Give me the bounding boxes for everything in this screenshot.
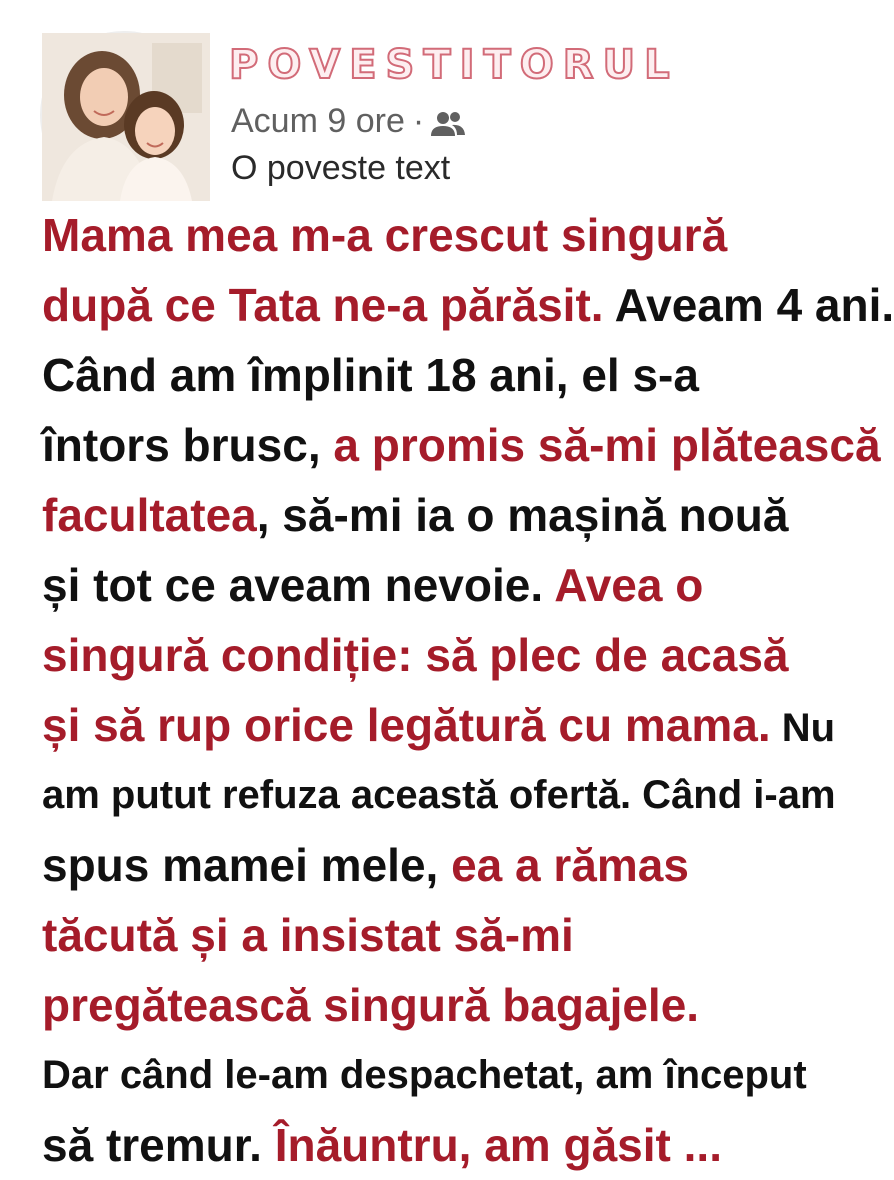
plain-text: , să-mi ia o mașină nouă <box>256 489 789 541</box>
plain-text: am putut refuza această ofertă. Când i-am <box>42 773 836 817</box>
profile-avatar[interactable] <box>40 31 208 199</box>
story-line <box>42 550 857 620</box>
plain-text: Dar când le-am despachetat, am început <box>42 1053 807 1097</box>
post-time[interactable]: Acum 9 ore <box>231 102 405 140</box>
plain-text: Nu <box>770 706 836 750</box>
plain-text: și tot ce aveam nevoie. <box>42 559 555 611</box>
story-line <box>42 900 857 970</box>
highlighted-text: după ce Tata ne-a părăsit. <box>42 279 604 331</box>
story-line <box>42 480 857 550</box>
story-line <box>42 830 857 900</box>
plain-text: să tremur. <box>42 1119 275 1171</box>
story-line <box>42 340 857 410</box>
highlighted-text: și să rup orice legătură cu mama. <box>42 699 771 751</box>
story-line <box>42 1110 857 1180</box>
plain-text: Aveam 4 ani. <box>603 279 894 331</box>
avatar-photo-icon <box>42 33 210 201</box>
story-line <box>42 970 857 1040</box>
story-line <box>42 200 857 270</box>
plain-text: Când am împlinit 18 ani, el s-a <box>42 349 699 401</box>
plain-text: spus mamei mele, <box>42 839 452 891</box>
story-line <box>42 1040 857 1110</box>
page-name[interactable]: POVESTITORUL <box>229 42 679 88</box>
meta-separator: · <box>412 102 425 140</box>
highlighted-text: tăcută și a insistat să-mi <box>42 909 574 961</box>
story-text <box>42 200 894 1180</box>
story-line <box>42 410 881 480</box>
post-meta <box>231 99 466 143</box>
highlighted-text: facultatea <box>42 489 257 541</box>
story-line <box>42 690 857 760</box>
story-line <box>42 620 857 690</box>
post-subtitle: O poveste text <box>231 149 451 187</box>
story-line <box>42 760 857 830</box>
highlighted-text: Avea o <box>554 559 704 611</box>
story-line <box>42 270 894 340</box>
highlighted-text: ea a rămas <box>451 839 689 891</box>
highlighted-text: Înăuntru, am găsit ... <box>274 1119 722 1171</box>
highlighted-text: pregătească singură bagajele. <box>42 979 700 1031</box>
highlighted-text: singură condiție: să plec de acasă <box>42 629 789 681</box>
highlighted-text: Mama mea m-a crescut singură <box>42 209 728 261</box>
plain-text: întors brusc, <box>42 419 334 471</box>
friends-icon[interactable] <box>430 106 466 136</box>
highlighted-text: a promis să-mi plătească <box>333 419 881 471</box>
